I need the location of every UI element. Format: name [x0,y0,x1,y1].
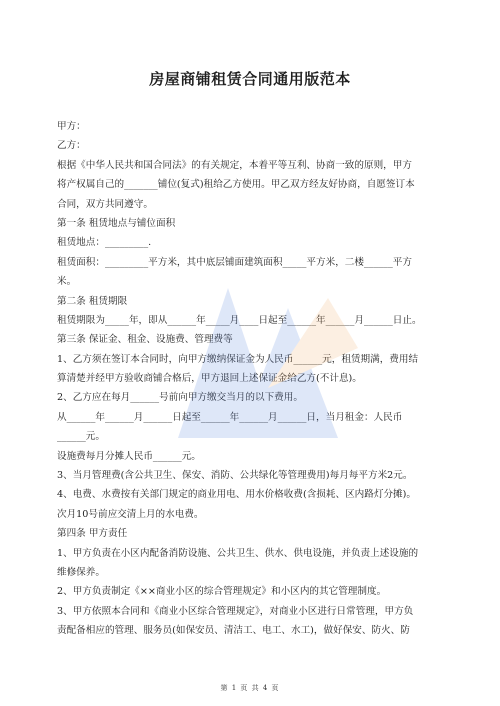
text-line: 次月10号前应交清上月的水电费。 [57,508,204,520]
text-line: 3、当月管理费(含公共卫生、保安、消防、公共绿化等管理费用)每月每平方米2元。 [57,470,413,482]
text-line: 1、乙方须在签订本合同时，向甲方缴纳保证金为人民币______元，租赁期满，费用结 [57,353,419,365]
text-line: 租赁地点：_________. [57,237,152,249]
text-line: 第二条 租赁期限 [57,295,128,307]
text-line: 根据《中华人民共和国合同法》的有关规定，本着平等互利、协商一致的原则，甲方 [57,159,412,171]
text-line: 4、电费、水费按有关部门规定的商业用电、用水价格收费(含损耗、区内路灯分摊)。 [57,489,416,501]
text-line: 1、甲方负责在小区内配备消防设施、公共卫生、供水、供电设施，并负责上述设施的 [57,547,419,559]
text-line: ______元。 [57,431,105,443]
page-number: 第 1 页 共 4 页 [220,684,280,692]
text-line: 乙方： [57,140,86,152]
text-line: 3、甲方依照本合同和《商业小区综合管理规定》，对商业小区进行日常管理，甲方负 [57,605,414,617]
text-line: 责配备相应的管理、服务员(如保安员、清洁工、电工、水工)，做好保安、防火、防 [57,625,410,637]
text-line: 将产权属自己的_______铺位(复式)租给乙方使用。甲乙双方经友好协商，自愿签订本 [57,179,415,191]
text-line: 合同，双方共同遵守。 [57,198,153,210]
text-line: 租赁面积：_________平方米，其中底层铺面建筑面积_____平方米，二楼______平方 [57,256,412,268]
text-line: 2、甲方负责制定《××商业小区的综合管理规定》和小区内的其它管理制度。 [57,586,387,598]
text-line: 第四条 甲方责任 [57,528,128,540]
text-line: 租赁期限为_____年，即从______年_____月____日起至______年______月______日止。 [57,314,422,326]
text-line: 米。 [57,276,77,288]
text-line: 算清楚并经甲方验收商铺合格后，甲方退回上述保证金给乙方(不计息)。 [57,373,362,385]
text-line: 从______年______月______日起至______年______月______日，当月租金：人民币 [57,411,403,423]
text-line: 2、乙方应在每月______号前向甲方缴交当月的以下费用。 [57,392,303,404]
document-body [57,117,443,641]
text-line: 第一条 租赁地点与铺位面积 [57,217,176,229]
text-line: 第三条 保证金、租金、设施费、管理费等 [57,334,233,346]
text-line: 设施费每月分摊人民币______元。 [57,450,201,462]
text-line: 维修保养。 [57,566,105,578]
document-title: 房屋商铺租赁合同通用版范本 [149,70,351,88]
text-line: 甲方： [57,121,86,132]
